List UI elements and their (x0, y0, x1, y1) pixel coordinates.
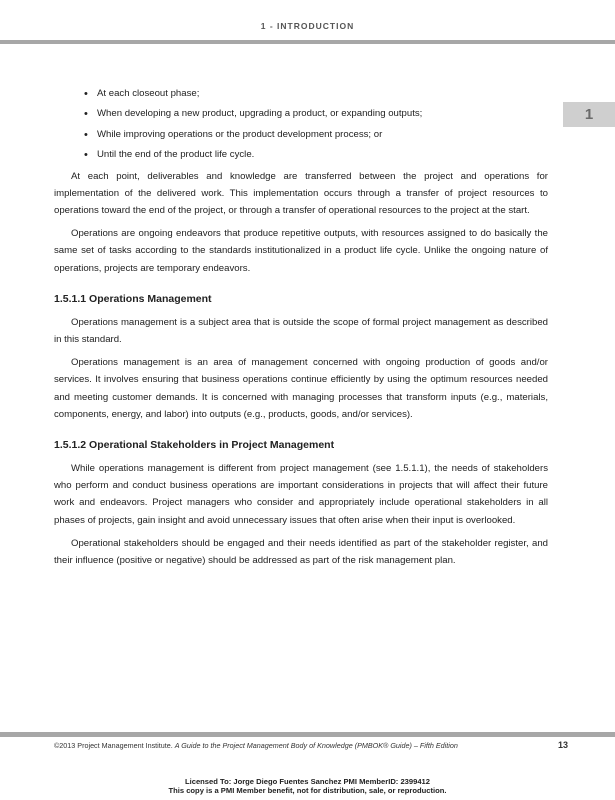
paragraph: While operations management is different from project management (see 1.5.1.1), the needs of stakeholders who perform and conduct business operations are important considerations in projects that will affect their future work and endeavors. Project managers who consider and appropriately include operational stakeholders in all phases of projects, gain insight and avoid unnecessary issues that often arise when their input is overlooked. (54, 463, 548, 526)
paragraph: Operational stakeholders should be engaged and their needs identified as part of the stakeholder register, and their influence (positive or negative) should be addressed as part of the risk management plan. (54, 537, 548, 567)
header-rule (0, 40, 615, 44)
chapter-tab: 1 (563, 102, 615, 127)
paragraph: Operations management is an area of management concerned with ongoing production of goods and/or services. It involves ensuring that business operations continue efficiently by using the optimum resources needed and meeting customer demands. It is concerned with managing processes that transform inputs (e.g., materials, components, energy, and labor) into outputs (e.g., products, goods, and/or services). (54, 357, 548, 420)
page-number: 13 (557, 740, 568, 750)
bullet-list (54, 84, 548, 166)
list-item: • Until the end of the product life cycle. (97, 145, 548, 165)
list-item: • At each closeout phase; (97, 84, 548, 104)
license-line: Licensed To: Jorge Diego Fuentes Sanchez PMI MemberID: 2399412 (184, 777, 431, 786)
license-notice (0, 777, 615, 795)
page-body (54, 84, 548, 575)
paragraph: Operations management is a subject area that is outside the scope of formal project management as described in this standard. (54, 316, 548, 346)
paragraph: Operations are ongoing endeavors that produce repetitive outputs, with resources assigned to do basically the same set of tasks according to the standards institutionalized in a product life cycle. Unlike the ongoing nature of operations, projects are temporary endeavors. (54, 228, 548, 274)
copyright-text: ©2013 Project Management Institute. (54, 741, 175, 750)
footer-copyright (54, 741, 524, 750)
list-item: • While improving operations or the product development process; or (97, 125, 548, 145)
license-line: This copy is a PMI Member benefit, not for distribution, sale, or reproduction. (168, 786, 447, 795)
footer-rule (0, 732, 615, 737)
section-heading: 1.5.1.2 Operational Stakeholders in Project Management (54, 439, 335, 452)
list-item: • When developing a new product, upgrading a product, or expanding outputs; (97, 104, 548, 124)
paragraph: At each point, deliverables and knowledge are transferred between the project and operations for implementation of the delivered work. This implementation occurs through a transfer of project resources to operations toward the end of the project, or through a transfer of operational resources to the project at the start. (54, 170, 548, 217)
book-title: A Guide to the Project Management Body of Knowledge (PMBOK® Guide) – Fifth Edition (174, 741, 458, 750)
running-header: 1 - INTRODUCTION (260, 21, 355, 31)
section-heading: 1.5.1.1 Operations Management (54, 292, 212, 305)
